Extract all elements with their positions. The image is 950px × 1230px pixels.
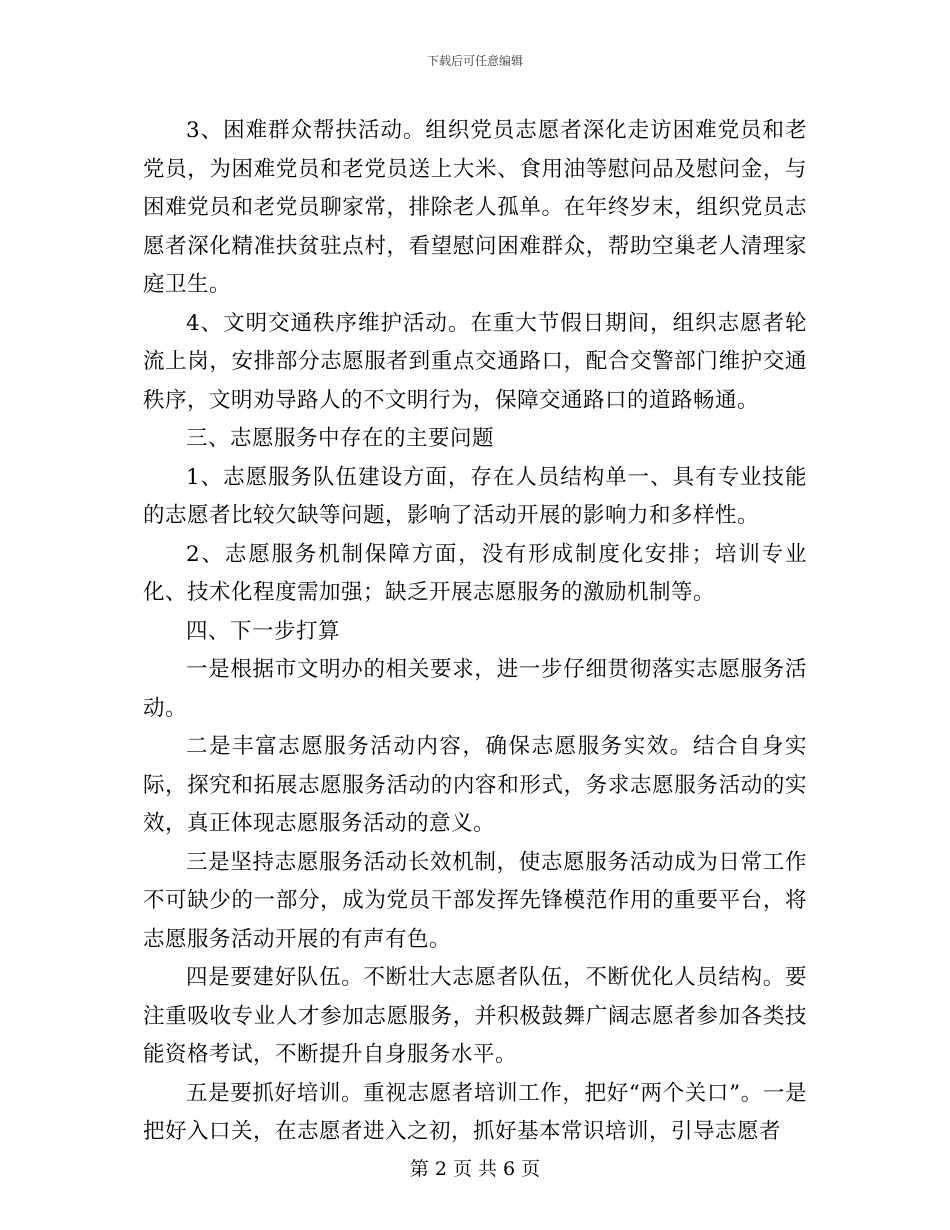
paragraph-plan-five: 五是要抓好培训。重视志愿者培训工作，把好“两个关口”。一是把好入口关，在志愿者进入之初，抓好基本常识培训，引导志愿者 (143, 1080, 807, 1144)
paragraph-plan-one: 一是根据市文明办的相关要求，进一步仔细贯彻落实志愿服务活动。 (143, 657, 807, 721)
section-heading-next-steps: 四、下一步打算 (186, 618, 341, 644)
paragraph-traffic-order: 4、文明交通秩序维护活动。在重大节假日期间，组织志愿者轮流上岗，安排部分志愿服者到重点交通路口，配合交警部门维护交通秩序，文明劝导路人的不文明行为，保障交通路口的道路畅通。 (143, 310, 807, 413)
paragraph-plan-four: 四是要建好队伍。不断壮大志愿者队伍，不断优化人员结构。要注重吸收专业人才参加志愿服务，并积极鼓舞广阔志愿者参加各类技能资格考试，不断提升自身服务水平。 (143, 965, 807, 1067)
paragraph-poor-assistance: 3、困难群众帮扶活动。组织党员志愿者深化走访困难党员和老党员，为困难党员和老党员送上大米、食用油等慰问品及慰问金，与困难党员和老党员聊家常，排除老人孤单。在年终岁末，组织党员志愿者深化精准扶贫驻点村，看望慰问困难群众，帮助空巢老人清理家庭卫生。 (143, 118, 807, 297)
header-note: 下载后可任意编辑 (426, 54, 523, 68)
page-number-footer: 第 2 页 共 6 页 (409, 1158, 541, 1180)
document-body (143, 112, 807, 1152)
paragraph-plan-two: 二是丰富志愿服务活动内容，确保志愿服务实效。结合自身实际，探究和拓展志愿服务活动的内容和形式，务求志愿服务活动的实效，真正体现志愿服务活动的意义。 (143, 734, 807, 836)
paragraph-problem-mechanism: 2、志愿服务机制保障方面，没有形成制度化安排；培训专业化、技术化程度需加强；缺乏开展志愿服务的激励机制等。 (143, 541, 807, 605)
paragraph-plan-three: 三是坚持志愿服务活动长效机制，使志愿服务活动成为日常工作不可缺少的一部分，成为党员干部发挥先锋模范作用的重要平台，将志愿服务活动开展的有声有色。 (143, 849, 807, 952)
section-heading-problems: 三、志愿服务中存在的主要问题 (186, 426, 495, 451)
paragraph-problem-team: 1、志愿服务队伍建设方面，存在人员结构单一、具有专业技能的志愿者比较欠缺等问题，影响了活动开展的影响力和多样性。 (143, 464, 807, 528)
